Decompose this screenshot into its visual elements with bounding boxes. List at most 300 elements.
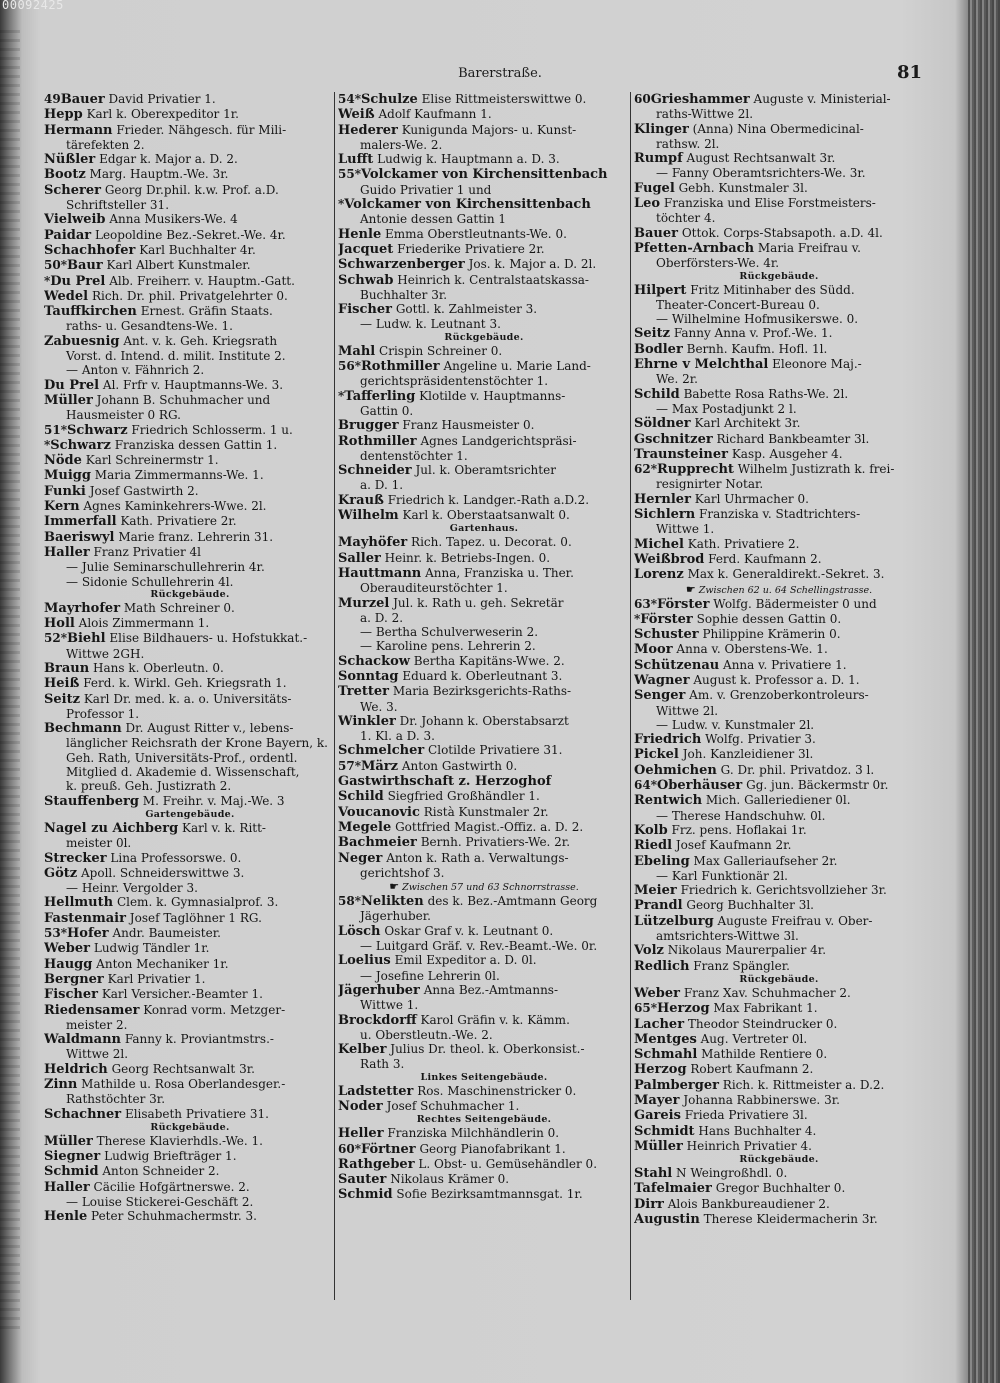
resident-name: Riedensamer bbox=[44, 1002, 140, 1018]
resident-details: Karl v. k. Ritt- bbox=[182, 820, 266, 835]
directory-entry bbox=[634, 432, 924, 447]
resident-details: Ferd. Kaufmann 2. bbox=[708, 551, 822, 566]
resident-details: David Privatier 1. bbox=[108, 92, 216, 106]
resident-details: Georg Buchhalter 3l. bbox=[686, 898, 814, 913]
resident-details: Klotilde v. Hauptmanns- bbox=[419, 388, 566, 403]
directory-entry bbox=[44, 107, 336, 122]
resident-name: Hofer bbox=[66, 926, 109, 942]
resident-details: Fanny k. Proviantmstrs.- bbox=[124, 1032, 274, 1047]
resident-details: Friedrich Schlosserm. 1 u. bbox=[131, 422, 293, 437]
directory-entry bbox=[634, 1093, 924, 1108]
entry-continuation: — Therese Handschuhw. 0l. bbox=[656, 808, 826, 823]
resident-name: Scherer bbox=[44, 182, 101, 198]
resident-details: Mathilde u. Rosa Oberlandesger.- bbox=[81, 1077, 286, 1091]
directory-entry bbox=[44, 661, 336, 676]
cross-street-note bbox=[634, 583, 924, 597]
resident-details: Andr. Baumeister. bbox=[112, 926, 221, 941]
directory-entry bbox=[44, 468, 336, 483]
resident-name: Schmahl bbox=[634, 1047, 698, 1063]
resident-name: Lützelburg bbox=[634, 913, 714, 929]
resident-name: Dirr bbox=[634, 1196, 664, 1212]
directory-entry bbox=[44, 911, 336, 926]
resident-name: Schuster bbox=[634, 627, 699, 643]
section-heading: Linkes Seitengebäude. bbox=[420, 1071, 548, 1083]
resident-details: Heinrich Privatier 4. bbox=[686, 1138, 812, 1153]
resident-name: Brockdorff bbox=[338, 1012, 417, 1028]
resident-name: Herzog bbox=[656, 1001, 710, 1017]
entry-continuation: Antonie dessen Gattin 1 bbox=[360, 212, 507, 227]
entry-continuation: Mitglied d. Akademie d. Wissenschaft, bbox=[66, 765, 300, 780]
directory-entry bbox=[338, 835, 630, 850]
resident-name: Braun bbox=[44, 660, 90, 676]
directory-entry bbox=[634, 122, 924, 137]
resident-name: Lufft bbox=[338, 152, 374, 168]
directory-entry bbox=[634, 1062, 924, 1077]
resident-details: Fritz Mitinhaber des Südd. bbox=[690, 282, 855, 297]
resident-name: Bootz bbox=[44, 167, 86, 183]
directory-entry bbox=[634, 959, 924, 974]
resident-details: Johanna Rabbinerswe. 3r. bbox=[683, 1093, 840, 1107]
entry-continuation: töchter 4. bbox=[656, 211, 716, 226]
resident-details: Ristà Kunstmaler 2r. bbox=[423, 804, 549, 819]
resident-details: Bertha Kapitäns-Wwe. 2. bbox=[413, 653, 565, 668]
directory-entry bbox=[44, 895, 336, 910]
resident-details: Ros. Maschinenstricker 0. bbox=[417, 1083, 577, 1098]
resident-details: Auguste Freifrau v. Ober- bbox=[717, 913, 873, 928]
resident-name: Förster bbox=[640, 611, 693, 627]
resident-name: Henle bbox=[338, 226, 382, 242]
resident-name: Mayrhofer bbox=[44, 600, 121, 616]
entry-continuation: Professor 1. bbox=[66, 706, 140, 721]
directory-entry bbox=[338, 851, 630, 866]
resident-name: Zabuesnig bbox=[44, 333, 120, 349]
resident-details: Jul. k. Oberamtsrichter bbox=[415, 463, 556, 478]
resident-name: Meier bbox=[634, 883, 677, 899]
entry-continuation: Wittwe 1. bbox=[360, 998, 419, 1013]
directory-entry bbox=[338, 669, 630, 684]
entry-continuation: raths-Wittwe 2l. bbox=[656, 107, 754, 122]
pointing-hand-icon: ☛ bbox=[389, 880, 400, 894]
resident-details: Sofie Bezirksamtmannsgat. 1r. bbox=[396, 1187, 583, 1202]
resident-details: Wolfg. Privatier 3. bbox=[705, 732, 816, 747]
entry-continuation: Wittwe 2GH. bbox=[66, 646, 145, 661]
entry-continuation: meister 0l. bbox=[66, 836, 132, 851]
resident-name: Grieshammer bbox=[650, 92, 750, 107]
resident-details: Elise Bildhauers- u. Hofstukkat.- bbox=[109, 631, 308, 646]
resident-details: Agnes Kaminkehrers-Wwe. 2l. bbox=[83, 499, 267, 514]
entry-continuation: Schriftsteller 31. bbox=[66, 198, 170, 213]
resident-details: Jos. k. Major a. D. 2l. bbox=[468, 257, 597, 272]
resident-name: Michel bbox=[634, 536, 684, 552]
entry-continuation: — Sidonie Schullehrerin 4l. bbox=[66, 574, 234, 589]
resident-details: Crispin Schreiner 0. bbox=[379, 343, 503, 358]
resident-name: Stauffenberg bbox=[44, 793, 139, 809]
directory-entry bbox=[634, 507, 924, 522]
directory-entry bbox=[44, 152, 336, 167]
resident-name: Wagner bbox=[634, 672, 690, 688]
resident-details: August k. Professor a. D. 1. bbox=[693, 672, 860, 687]
directory-entry bbox=[634, 387, 924, 402]
resident-name: Gschnitzer bbox=[634, 431, 713, 447]
resident-name: Schmidt bbox=[634, 1123, 695, 1139]
resident-details: Frz. pens. Hoflakai 1r. bbox=[671, 822, 807, 837]
directory-entry bbox=[338, 508, 630, 523]
directory-entry bbox=[338, 774, 630, 789]
directory-entry bbox=[338, 107, 630, 122]
directory-entry bbox=[338, 743, 630, 758]
resident-details: Karl Dr. med. k. a. o. Universitäts- bbox=[83, 691, 292, 706]
page-edges bbox=[968, 0, 1000, 1383]
entry-continuation: Theater-Concert-Bureau 0. bbox=[656, 297, 820, 312]
directory-entry bbox=[634, 688, 924, 703]
directory-entry bbox=[44, 289, 336, 304]
resident-name: Du Prel bbox=[50, 273, 106, 289]
directory-entry bbox=[634, 732, 924, 747]
resident-details: Cäcilie Hofgärtnerswe. 2. bbox=[93, 1179, 250, 1194]
resident-details: Anna v. Privatiere 1. bbox=[723, 657, 847, 672]
resident-details: Josef Taglöhner 1 RG. bbox=[129, 910, 262, 925]
resident-name: Oehmichen bbox=[634, 762, 717, 778]
directory-entry bbox=[338, 1126, 630, 1141]
resident-name: Lorenz bbox=[634, 567, 684, 583]
resident-details: Fanny Anna v. Prof.-We. 1. bbox=[673, 326, 833, 341]
resident-name: Schachner bbox=[44, 1106, 122, 1122]
resident-name: Ehrne v Melchthal bbox=[634, 357, 769, 373]
resident-details: Am. v. Grenzoberkontroleurs- bbox=[689, 688, 869, 703]
directory-entry bbox=[338, 894, 630, 909]
directory-entry bbox=[44, 987, 336, 1002]
entry-continuation: We. 2r. bbox=[656, 372, 698, 387]
directory-entry bbox=[44, 926, 336, 941]
resident-details: Karl Privatier 1. bbox=[107, 971, 206, 986]
directory-entry bbox=[634, 986, 924, 1001]
directory-entry bbox=[44, 1209, 336, 1224]
resident-details: Friedrich k. Gerichtsvollzieher 3r. bbox=[680, 883, 887, 898]
directory-entry bbox=[634, 838, 924, 853]
directory-entry bbox=[634, 627, 924, 642]
directory-entry bbox=[634, 567, 924, 582]
resident-name: Biehl bbox=[66, 631, 106, 647]
resident-details: Jul. k. Rath u. geh. Sekretär bbox=[393, 595, 564, 610]
resident-details: Gottfried Magist.-Offiz. a. D. 2. bbox=[395, 819, 584, 834]
entry-continuation: — Julie Seminarschullehrerin 4r. bbox=[66, 560, 265, 575]
resident-details: Josef Schuhmacher 1. bbox=[386, 1099, 520, 1113]
resident-name: Kelber bbox=[338, 1042, 387, 1058]
directory-entry bbox=[634, 196, 924, 211]
section-heading: Gartengebäude. bbox=[145, 808, 235, 820]
resident-name: Bodler bbox=[634, 341, 683, 357]
house-number: * bbox=[338, 388, 345, 403]
resident-details: Karl k. Oberexpeditor 1r. bbox=[86, 107, 239, 122]
resident-details: Hans Buchhalter 4. bbox=[698, 1123, 817, 1138]
entry-continuation: gerichtshof 3. bbox=[360, 865, 445, 880]
column-divider bbox=[630, 92, 631, 1300]
entry-continuation: — Bertha Schulverweserin 2. bbox=[360, 625, 539, 640]
resident-name: Müller bbox=[634, 1138, 683, 1154]
cross-street-text: Zwischen 62 u. 64 Schellingstrasse. bbox=[698, 584, 873, 596]
resident-details: Josef Gastwirth 2. bbox=[89, 483, 199, 498]
directory-column-1 bbox=[44, 92, 336, 1225]
resident-details: Franz Hausmeister 0. bbox=[402, 418, 535, 433]
directory-entry bbox=[44, 1134, 336, 1149]
directory-entry bbox=[44, 1062, 336, 1077]
resident-name: Fastenmair bbox=[44, 910, 126, 926]
resident-details: Anna v. Oberstens-We. 1. bbox=[676, 642, 828, 657]
entry-continuation: Hausmeister 0 RG. bbox=[66, 408, 181, 423]
resident-name: Volz bbox=[634, 943, 664, 959]
resident-name: Jägerhuber bbox=[338, 982, 420, 998]
resident-details: Karl Albert Kunstmaler. bbox=[106, 258, 251, 273]
resident-details: Bernh. Privatiers-We. 2r. bbox=[420, 835, 571, 850]
resident-name: Rothmiller bbox=[360, 359, 440, 375]
directory-entry bbox=[44, 1180, 336, 1195]
directory-entry bbox=[44, 1164, 336, 1179]
resident-details: Marg. Hauptm.-We. 3r. bbox=[89, 167, 229, 182]
resident-name: Nagel zu Aichberg bbox=[44, 820, 179, 836]
directory-entry bbox=[44, 1032, 336, 1047]
resident-name: Redlich bbox=[634, 958, 690, 974]
resident-name: Schwarzenberger bbox=[338, 257, 465, 273]
directory-entry bbox=[634, 793, 924, 808]
directory-entry bbox=[634, 854, 924, 869]
resident-details: Ernest. Gräfin Staats. bbox=[140, 304, 273, 319]
entry-continuation: — Luitgard Gräf. v. Rev.-Beamt.-We. 0r. bbox=[360, 939, 598, 954]
resident-details: Ludwig Tändler 1r. bbox=[93, 941, 210, 956]
house-number: 62* bbox=[634, 462, 657, 477]
directory-entry bbox=[634, 1166, 924, 1181]
directory-entry bbox=[44, 821, 336, 836]
resident-details: Georg Dr.phil. k.w. Prof. a.D. bbox=[104, 182, 279, 197]
entry-continuation: Wittwe 2l. bbox=[656, 703, 719, 718]
resident-details: Heinr. k. Betriebs-Ingen. 0. bbox=[384, 550, 551, 565]
directory-entry bbox=[634, 673, 924, 688]
directory-entry bbox=[44, 721, 336, 736]
house-number: 50* bbox=[44, 258, 67, 273]
resident-name: Funki bbox=[44, 483, 86, 499]
resident-name: Schwarz bbox=[50, 437, 111, 453]
directory-entry bbox=[338, 805, 630, 820]
resident-details: N Weingroßhdl. 0. bbox=[676, 1166, 788, 1181]
house-number: 65* bbox=[634, 1001, 657, 1016]
directory-entry bbox=[338, 359, 630, 374]
resident-details: Math Schreiner 0. bbox=[123, 600, 235, 615]
resident-details: Heinrich k. Centralstaatskassa- bbox=[397, 272, 589, 287]
resident-details: Karl Uhrmacher 0. bbox=[694, 491, 809, 506]
directory-entry bbox=[634, 92, 924, 107]
directory-entry bbox=[44, 167, 336, 182]
directory-entry bbox=[338, 463, 630, 478]
resident-name: Lacher bbox=[634, 1016, 685, 1032]
directory-entry bbox=[338, 123, 630, 138]
house-number: 55* bbox=[338, 167, 361, 182]
directory-entry bbox=[338, 1172, 630, 1187]
directory-entry bbox=[338, 1099, 630, 1114]
directory-entry bbox=[634, 416, 924, 431]
entry-continuation: Wittwe 1. bbox=[656, 522, 715, 537]
directory-entry bbox=[634, 1078, 924, 1093]
directory-entry bbox=[338, 953, 630, 968]
resident-name: Fischer bbox=[338, 302, 392, 318]
resident-name: Hermann bbox=[44, 122, 113, 138]
directory-entry bbox=[44, 123, 336, 138]
resident-name: Du Prel bbox=[44, 377, 100, 393]
resident-details: Franz Xav. Schuhmacher 2. bbox=[683, 985, 851, 1000]
directory-entry bbox=[634, 898, 924, 913]
cross-street-text: Zwischen 57 und 63 Schnorrstrasse. bbox=[402, 882, 579, 894]
resident-details: Elise Rittmeisterswittwe 0. bbox=[421, 92, 587, 106]
resident-name: Friedrich bbox=[634, 732, 702, 748]
house-number: 54* bbox=[338, 92, 361, 106]
house-number: * bbox=[44, 437, 51, 452]
resident-name: Holl bbox=[44, 616, 75, 632]
resident-details: Max Galleriaufseher 2r. bbox=[693, 853, 838, 868]
resident-name: Mayhöfer bbox=[338, 535, 408, 551]
house-number: 52* bbox=[44, 631, 67, 646]
entry-continuation: raths- u. Gesandtens-We. 1. bbox=[66, 319, 233, 334]
directory-entry bbox=[338, 924, 630, 939]
resident-name: Schild bbox=[338, 789, 384, 805]
resident-details: Marie franz. Lehrerin 31. bbox=[118, 529, 274, 544]
pointing-hand-icon: ☛ bbox=[685, 582, 696, 596]
house-number: 57* bbox=[338, 758, 361, 773]
resident-name: Weißbrod bbox=[634, 551, 705, 567]
directory-entry bbox=[338, 242, 630, 257]
resident-details: Siegfried Großhändler 1. bbox=[387, 789, 540, 804]
entry-continuation: Buchhalter 3r. bbox=[360, 287, 448, 302]
resident-name: Augustin bbox=[634, 1212, 700, 1228]
directory-entry bbox=[44, 212, 336, 227]
directory-entry bbox=[338, 789, 630, 804]
directory-entry bbox=[338, 257, 630, 272]
directory-entry bbox=[44, 393, 336, 408]
resident-name: Heller bbox=[338, 1126, 384, 1142]
resident-name: Heiß bbox=[44, 676, 80, 692]
directory-entry bbox=[44, 484, 336, 499]
resident-details: Karol Gräfin v. k. Kämm. bbox=[420, 1012, 570, 1027]
directory-entry bbox=[338, 389, 630, 404]
resident-details: Lina Professorswe. 0. bbox=[110, 850, 242, 865]
directory-entry bbox=[44, 92, 336, 107]
resident-name: Murzel bbox=[338, 595, 390, 611]
directory-entry bbox=[338, 566, 630, 581]
resident-details: Angeline u. Marie Land- bbox=[443, 359, 591, 374]
resident-details: G. Dr. phil. Privatdoz. 3 l. bbox=[720, 762, 875, 777]
resident-details: Maria Zimmermanns-We. 1. bbox=[94, 468, 264, 483]
resident-name: Bachmeier bbox=[338, 835, 417, 851]
resident-details: Friederike Privatiere 2r. bbox=[397, 241, 545, 256]
resident-name: Fugel bbox=[634, 180, 675, 196]
directory-entry bbox=[44, 378, 336, 393]
resident-name: Heldrich bbox=[44, 1061, 108, 1077]
resident-details: Karl k. Oberstaatsanwalt 0. bbox=[402, 508, 570, 523]
resident-name: Haugg bbox=[44, 956, 93, 972]
directory-entry bbox=[338, 493, 630, 508]
directory-entry bbox=[44, 676, 336, 691]
resident-details: Franz Privatier 4l bbox=[93, 544, 201, 559]
resident-name: Senger bbox=[634, 688, 686, 704]
resident-name: Haller bbox=[44, 1179, 90, 1195]
directory-entry bbox=[634, 326, 924, 341]
entry-continuation: — Louise Stickerei-Geschäft 2. bbox=[66, 1195, 254, 1210]
resident-details: Rich. Tapez. u. Decorat. 0. bbox=[411, 535, 572, 550]
resident-name: Wilhelm bbox=[338, 508, 399, 524]
resident-name: Lösch bbox=[338, 923, 381, 939]
resident-details: Clem. k. Gymnasialprof. 3. bbox=[116, 895, 279, 910]
resident-name: Sauter bbox=[338, 1172, 387, 1188]
resident-name: Wedel bbox=[44, 288, 89, 304]
resident-details: Anna, Franziska u. Ther. bbox=[425, 565, 574, 580]
resident-name: Klinger bbox=[634, 121, 689, 137]
resident-name: Siegner bbox=[44, 1149, 101, 1165]
resident-name: Schmid bbox=[44, 1164, 99, 1180]
resident-details: Philippine Krämerin 0. bbox=[702, 627, 841, 642]
directory-entry bbox=[338, 759, 630, 774]
resident-details: Georg Rechtsanwalt 3r. bbox=[111, 1061, 255, 1076]
resident-name: Schmelcher bbox=[338, 743, 425, 759]
entry-continuation: Geh. Rath, Universitäts-Prof., ordentl. bbox=[66, 750, 298, 765]
resident-name: Ebeling bbox=[634, 853, 690, 869]
entry-continuation: 1. Kl. a D. 3. bbox=[360, 729, 435, 744]
directory-entry bbox=[44, 631, 336, 646]
directory-entry bbox=[44, 1077, 336, 1092]
house-number: 64* bbox=[634, 778, 657, 793]
resident-name: März bbox=[360, 758, 399, 774]
resident-name: Schneider bbox=[338, 463, 412, 479]
resident-name: Förster bbox=[656, 596, 710, 612]
directory-entry bbox=[44, 274, 336, 289]
house-number: 51* bbox=[44, 422, 67, 437]
resident-name: Tretter bbox=[338, 684, 389, 700]
entry-continuation: Vorst. d. Intend. d. milit. Institute 2. bbox=[66, 349, 286, 364]
directory-entry bbox=[44, 183, 336, 198]
resident-details: Nikolaus Krämer 0. bbox=[390, 1172, 510, 1187]
directory-entry bbox=[634, 642, 924, 657]
resident-name: Muigg bbox=[44, 468, 91, 484]
entry-continuation: — Heinr. Vergolder 3. bbox=[66, 881, 198, 896]
resident-name: Weiß bbox=[338, 107, 375, 123]
resident-name: Nöde bbox=[44, 453, 82, 469]
directory-entry bbox=[338, 551, 630, 566]
resident-name: Ladstetter bbox=[338, 1083, 414, 1099]
resident-name: Bauer bbox=[634, 225, 678, 241]
directory-entry bbox=[44, 601, 336, 616]
directory-entry bbox=[44, 334, 336, 349]
resident-name: Strecker bbox=[44, 850, 107, 866]
resident-details: Emil Expeditor a. D. 0l. bbox=[394, 953, 537, 968]
entry-continuation: gerichtspräsidentenstöchter 1. bbox=[360, 374, 549, 389]
resident-details: Mich. Galleriediener 0l. bbox=[705, 793, 851, 808]
resident-details: Therese Kleidermacherin 3r. bbox=[703, 1212, 878, 1227]
resident-details: Franziska und Elise Forstmeisters- bbox=[663, 196, 876, 211]
directory-entry bbox=[634, 763, 924, 778]
section-heading: Rückgebäude. bbox=[739, 973, 819, 985]
directory-entry bbox=[338, 654, 630, 669]
resident-details: Anna Bez.-Amtmanns- bbox=[423, 982, 559, 997]
resident-name: Kolb bbox=[634, 822, 668, 838]
directory-entry bbox=[338, 684, 630, 699]
resident-details: Leopoldine Bez.-Sekret.-We. 4r. bbox=[94, 227, 286, 242]
directory-entry bbox=[338, 344, 630, 359]
resident-name: Schachhofer bbox=[44, 242, 136, 258]
directory-entry bbox=[44, 941, 336, 956]
resident-name: Nüßler bbox=[44, 152, 96, 168]
resident-name: Baur bbox=[66, 258, 103, 274]
resident-details: Dr. Johann k. Oberstabsarzt bbox=[399, 713, 569, 728]
directory-entry bbox=[634, 241, 924, 256]
section-heading: Rückgebäude. bbox=[150, 1121, 230, 1133]
entry-continuation: — Ludw. k. Leutnant 3. bbox=[360, 317, 501, 332]
resident-name: Tafferling bbox=[344, 388, 416, 404]
